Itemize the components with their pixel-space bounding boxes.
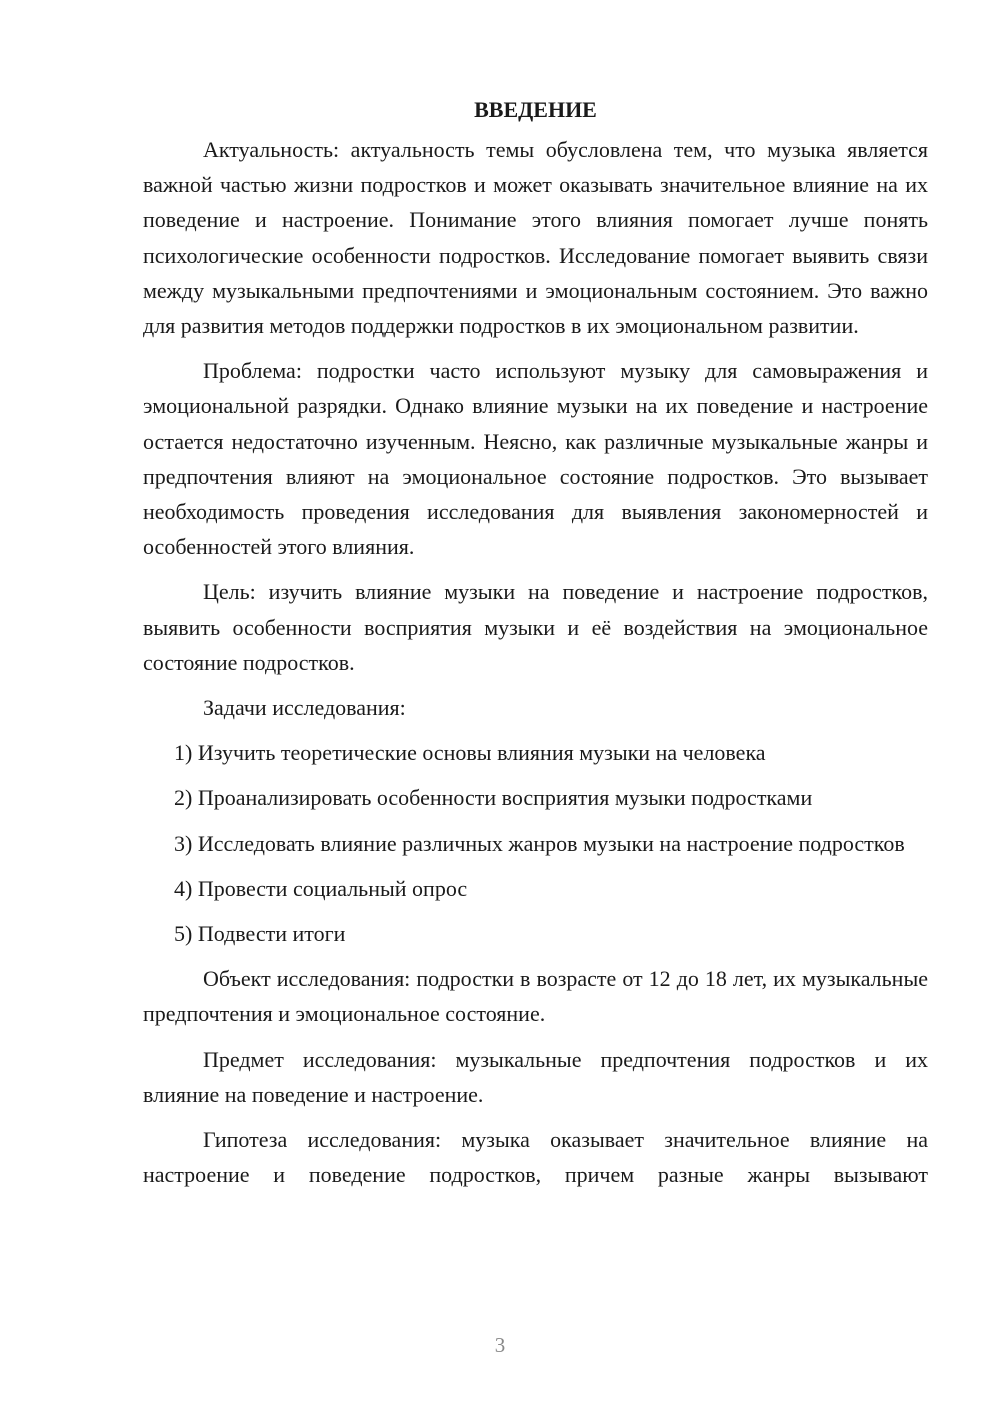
task-item: 5) Подвести итоги [174, 921, 346, 947]
task-item: 3) Исследовать влияние различных жанров музыки на настроение подростков [174, 830, 905, 856]
section-title: ВВЕДЕНИЕ [474, 97, 597, 122]
paragraph-object: Объект исследования: подростки в возрасте от 12 до 18 лет, их музыкальные предпочтения и эмоциональное состояние. [143, 966, 928, 1027]
paragraph-problem: Проблема: подростки часто используют музыку для самовыражения и эмоциональной разрядки. Однако влияние музыки на их поведение и настроение остается недостаточно изученным. Неясно, как различные музыкальные жанры и предпочтения влияют на эмоциональное состояние подростков. Это вызывает необходимость проведения исследования для выявления закономерностей и особенностей этого влияния. [143, 358, 928, 560]
paragraph-relevance: Актуальность: актуальность темы обусловлена тем, что музыка является важной частью жизни подростков и может оказывать значительное влияние на их поведение и настроение. Понимание этого влияния помогает лучше понять психологические особенности подростков. Исследование помогает выявить связи между музыкальными предпочтениями и эмоциональным состоянием. Это важно для развития методов поддержки подростков в их эмоциональном развитии. [143, 137, 928, 339]
page-number: 3 [494, 1333, 506, 1357]
task-item: 1) Изучить теоретические основы влияния музыки на человека [174, 740, 766, 766]
paragraph-subject: Предмет исследования: музыкальные предпочтения подростков и их влияние на поведение и настроение. [143, 1046, 928, 1107]
paragraph-goal: Цель: изучить влияние музыки на поведение и настроение подростков, выявить особенности восприятия музыки и её воздействия на эмоциональное состояние подростков. [143, 579, 928, 675]
tasks-heading: Задачи исследования: [203, 695, 406, 721]
paragraph-hypothesis: Гипотеза исследования: музыка оказывает значительное влияние на настроение и поведение подростков, причем разные жанры вызывают [143, 1127, 928, 1188]
document-page [143, 92, 928, 1202]
task-item: 4) Провести социальный опрос [174, 875, 468, 901]
task-item: 2) Проанализировать особенности восприятия музыки подростками [174, 785, 813, 811]
